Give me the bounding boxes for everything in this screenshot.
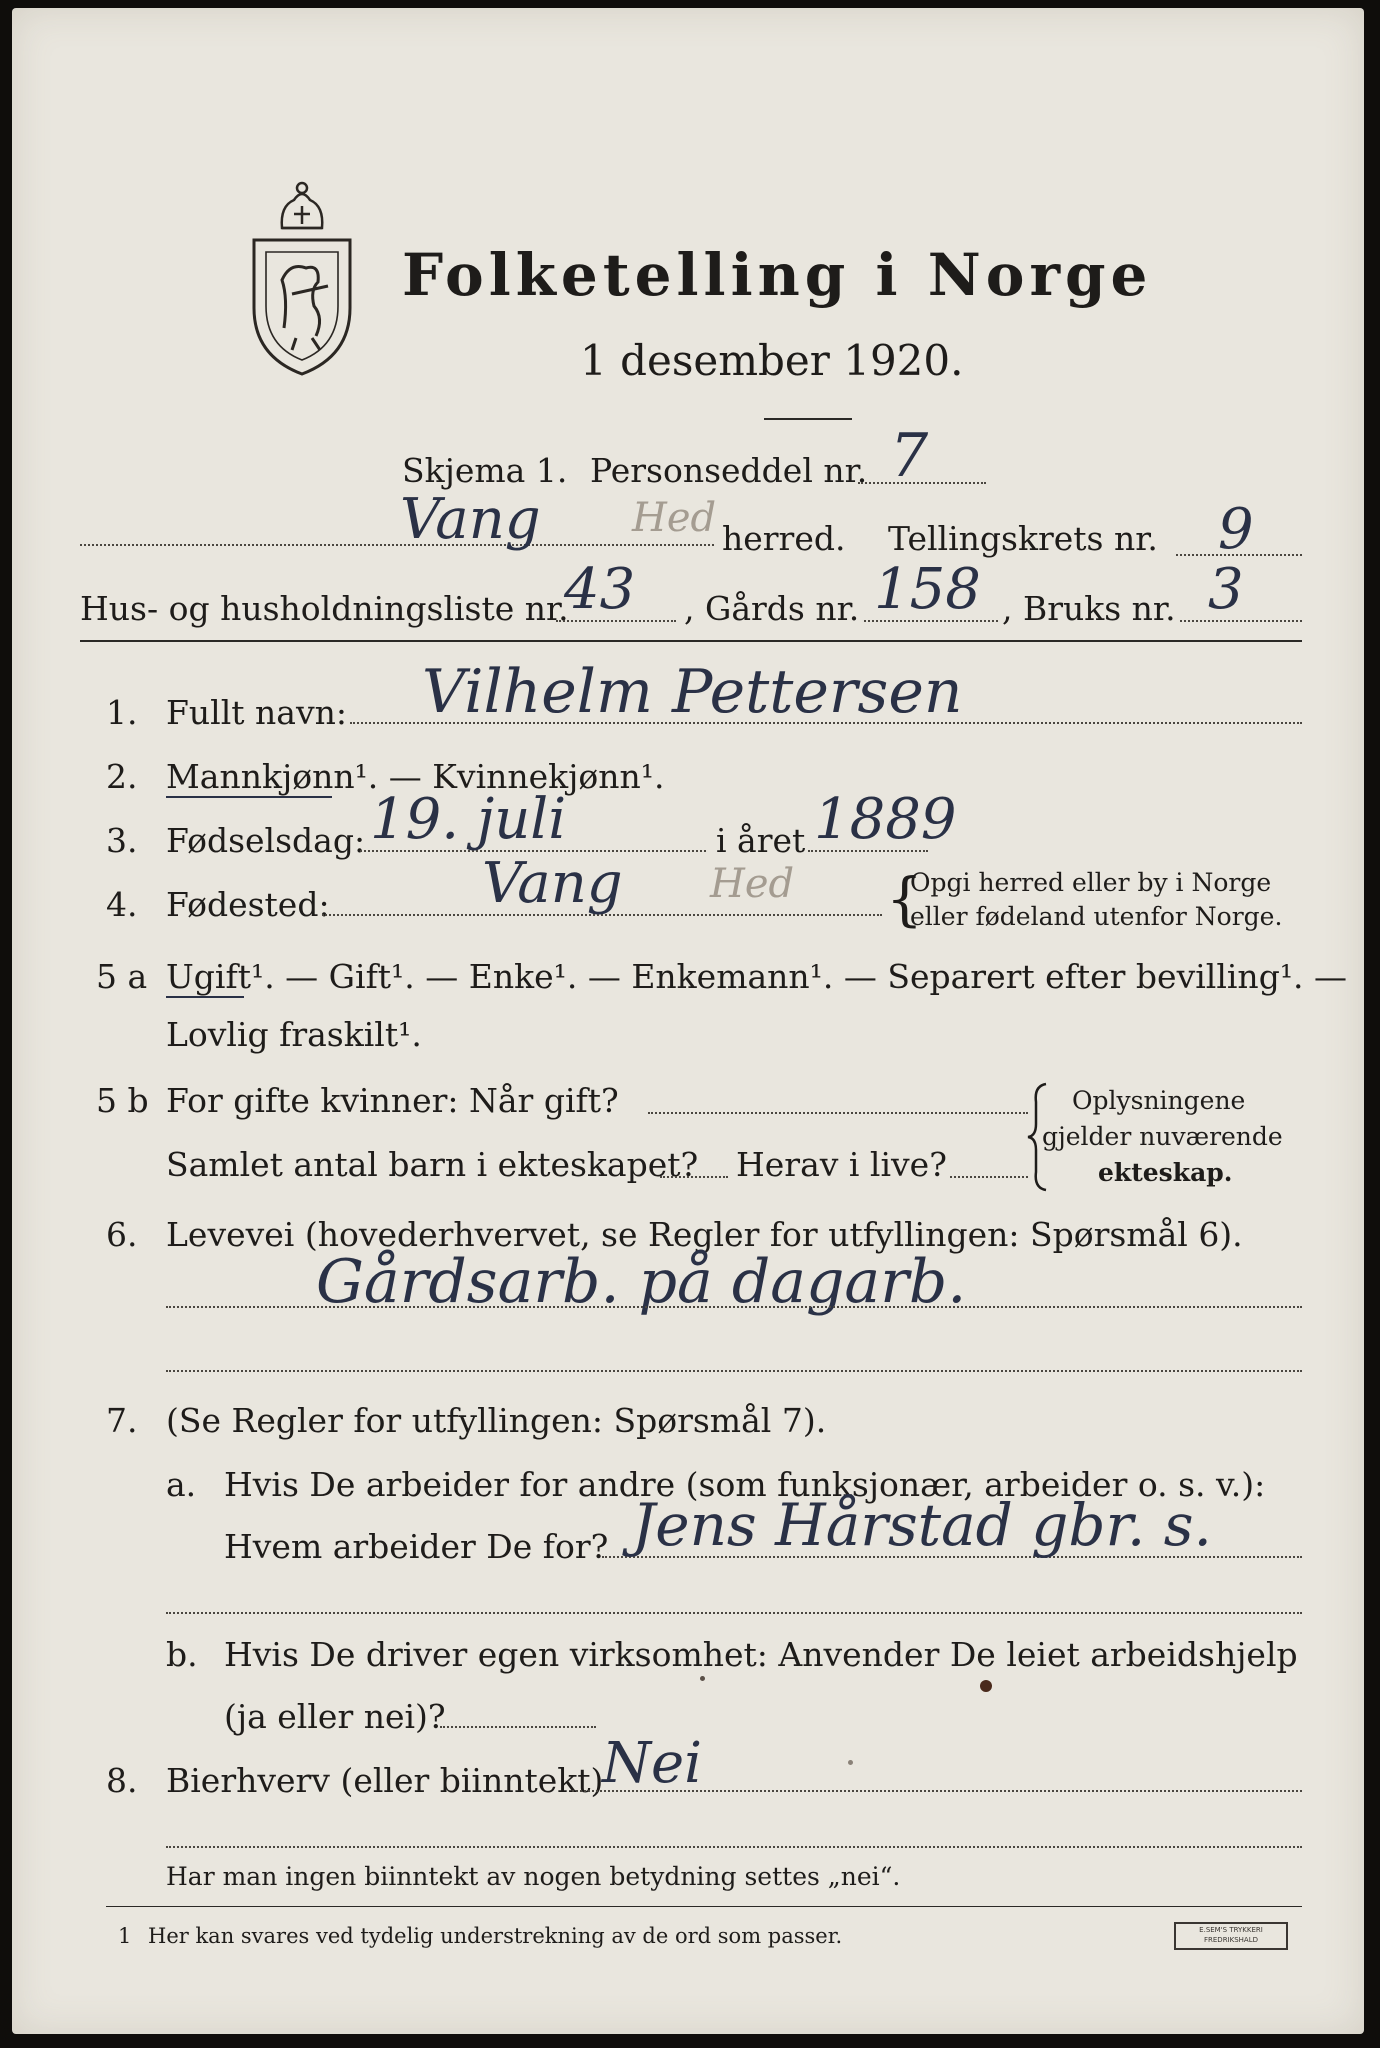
q4-value: Vang: [482, 851, 623, 916]
q2-underline: [166, 796, 332, 798]
q5b-label-3: Herav i live?: [736, 1145, 947, 1184]
q5a-number: 5 a: [96, 957, 148, 996]
gards-value: 158: [874, 557, 981, 622]
q7b-label: Hvis De driver egen virksomhet: Anvender De leiet arbeidshjelp: [224, 1635, 1298, 1674]
herred-pencil-value: Hed: [632, 495, 717, 541]
q3-year-value: 1889: [814, 787, 957, 852]
q5b-married-field: [648, 1112, 1028, 1114]
q1-number: 1.: [106, 693, 138, 732]
footer-note: Har man ingen biinntekt av nogen betydning settes „nei“.: [166, 1862, 901, 1891]
q4-note-brace: {: [886, 865, 923, 933]
q3-value: 19. juli: [370, 787, 567, 852]
q3-year-label: i året: [716, 821, 806, 860]
q6-field-line-2: [166, 1370, 1302, 1372]
q8-label: Bierhverv (eller biinntekt): [166, 1761, 604, 1800]
census-form-sheet: [12, 8, 1364, 2034]
q7a-label: Hvis De arbeider for andre (som funksjonær, arbeider o. s. v.):: [224, 1465, 1266, 1504]
q5b-label-2: Samlet antal barn i ekteskapet?: [166, 1145, 699, 1184]
q3-label: Fødselsdag:: [166, 821, 366, 860]
q7b-letter: b.: [166, 1635, 198, 1674]
gards-label: , Gårds nr.: [684, 589, 860, 628]
header-divider: [80, 640, 1302, 642]
q7a-value: Jens Hårstad gbr. s.: [632, 1491, 1212, 1559]
q7b-label-2: (ja eller nei)?: [224, 1697, 446, 1736]
bruks-label: , Bruks nr.: [1002, 589, 1176, 628]
q6-label: Levevei (hovederhvervet, se Regler for utfyllingen: Spørsmål 6).: [166, 1215, 1243, 1254]
q2-label: Mannkjønn¹. — Kvinnekjønn¹.: [166, 757, 665, 796]
q5b-label-1: For gifte kvinner: Når gift?: [166, 1081, 619, 1120]
q8-field-line-2: [166, 1846, 1302, 1848]
q1-label: Fullt navn:: [166, 693, 347, 732]
footer-divider: [106, 1906, 1302, 1907]
ink-speck-2: [848, 1760, 853, 1765]
q8-value: Nei: [602, 1731, 703, 1796]
form-title: Folketelling i Norge: [402, 241, 1153, 309]
printer-stamp-text: E.SEM'S TRYKKERI FREDRIKSHALD: [1199, 1926, 1263, 1944]
q7a-field-line-2: [166, 1612, 1302, 1614]
q5b-children-field: [660, 1176, 728, 1178]
q4-label: Fødested:: [166, 885, 330, 924]
herred-value: Vang: [400, 487, 541, 552]
q3-number: 3.: [106, 821, 138, 860]
q5b-note-line-3: ekteskap.: [1098, 1158, 1233, 1187]
ink-spot: [980, 1680, 992, 1692]
q6-field-line-1: [166, 1306, 1302, 1308]
q5a-underline: [166, 996, 244, 998]
ink-speck: [700, 1676, 705, 1681]
schema-label: Skjema 1.: [402, 451, 568, 490]
hus-value: 43: [564, 557, 636, 622]
tellingskrets-label: Tellingskrets nr.: [888, 519, 1158, 558]
q4-pencil-value: Hed: [710, 861, 795, 907]
q4-note-line-2: eller fødeland utenfor Norge.: [910, 902, 1283, 931]
q7-number: 7.: [106, 1401, 138, 1440]
footnote-mark: 1: [118, 1924, 132, 1948]
personseddel-label: Personseddel nr.: [590, 451, 868, 490]
q4-number: 4.: [106, 885, 138, 924]
form-date: 1 desember 1920.: [580, 336, 964, 385]
q7a-letter: a.: [166, 1465, 197, 1504]
q5b-number: 5 b: [96, 1081, 149, 1120]
bruks-value: 3: [1208, 557, 1244, 622]
coat-of-arms-icon: [236, 178, 368, 378]
q5b-note-line-1: Oplysningene: [1072, 1086, 1246, 1115]
tellingskrets-value: 9: [1218, 497, 1254, 562]
q5b-note-line-2: gjelder nuværende: [1042, 1122, 1283, 1151]
q1-value: Vilhelm Pettersen: [422, 657, 963, 727]
q2-number: 2.: [106, 757, 138, 796]
hus-label: Hus- og husholdningsliste nr.: [80, 589, 569, 628]
footnote-text: Her kan svares ved tydelig understrekning av de ord som passer.: [148, 1924, 843, 1948]
herred-field: [80, 544, 714, 546]
printer-stamp: [1174, 1922, 1288, 1950]
q6-value: Gårdsarb. på dagarb.: [316, 1247, 967, 1317]
q5a-label: Ugift¹. — Gift¹. — Enke¹. — Enkemann¹. — Separert efter bevilling¹. —: [166, 957, 1348, 996]
title-divider: [764, 418, 852, 420]
q5b-alive-field: [950, 1176, 1028, 1178]
q8-number: 8.: [106, 1761, 138, 1800]
herred-label: herred.: [722, 519, 846, 558]
q7a-label-2: Hvem arbeider De for?: [224, 1527, 609, 1566]
q4-note-line-1: Opgi herred eller by i Norge: [910, 868, 1272, 897]
q7b-field: [440, 1726, 596, 1728]
personseddel-value: 7: [890, 421, 929, 491]
q6-number: 6.: [106, 1215, 138, 1254]
q5a-label-2: Lovlig fraskilt¹.: [166, 1015, 422, 1054]
q7-label: (Se Regler for utfyllingen: Spørsmål 7).: [166, 1401, 827, 1440]
